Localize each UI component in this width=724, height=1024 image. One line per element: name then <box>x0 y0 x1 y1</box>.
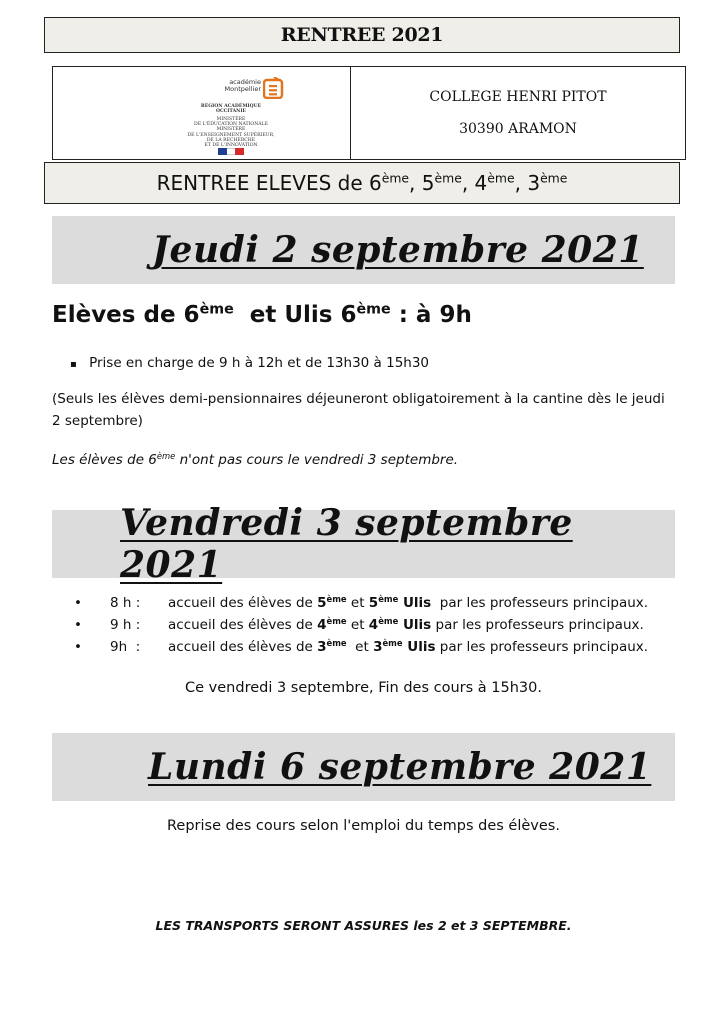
vendredi-heading: Vendredi 3 septembre 2021 <box>120 502 573 586</box>
logo-region-text: RÉGION ACADÉMIQUE OCCITANIE <box>200 104 262 115</box>
lundi-heading-band <box>52 733 675 801</box>
jeudi-heading-band <box>52 216 675 284</box>
vendredi-list <box>74 592 674 658</box>
academie-e-icon <box>263 77 285 99</box>
transport-note: LES TRANSPORTS SERONT ASSURES les 2 et 3 SEPTEMBRE. <box>155 918 572 933</box>
jeudi-heading: Jeudi 2 septembre 2021 <box>152 229 644 271</box>
lundi-heading: Lundi 6 septembre 2021 <box>148 746 652 788</box>
logo-ministry-text: MINISTÈRE DE L'ÉDUCATION NATIONALE MINISTÈRE DE L'ENSEIGNEMENT SUPÉRIEUR, DE LA RECHERCHE ET DE L'INNOVATION <box>187 117 275 149</box>
list-item: • 9 h : accueil des élèves de 4ème et 4ème Ulis par les professeurs principaux. <box>74 615 644 633</box>
college-address: 30390 ARAMON <box>459 121 577 137</box>
college-name: COLLEGE HENRI PITOT <box>429 89 607 105</box>
document-title-box <box>44 17 680 53</box>
logo-cell <box>53 67 351 159</box>
jeudi-main-line: Elèves de 6ème et Ulis 6ème : à 9h <box>52 301 472 328</box>
list-item: • 8 h : accueil des élèves de 5ème et 5ème Ulis par les professeurs principaux. <box>74 593 649 611</box>
rentree-banner: RENTREE ELEVES de 6ème, 5ème, 4ème, 3ème <box>44 162 680 204</box>
header-table <box>52 66 686 160</box>
french-flag-icon <box>218 148 244 155</box>
list-item: • 9h : accueil des élèves de 3ème et 3ème Ulis par les professeurs principaux. <box>74 637 649 655</box>
college-cell <box>351 67 685 159</box>
document-title: RENTREE 2021 <box>280 24 444 46</box>
lundi-note: Reprise des cours selon l'emploi du temps des élèves. <box>167 818 560 834</box>
academie-logo <box>171 77 321 153</box>
jeudi-italic-note: Les élèves de 6ème n'ont pas cours le vendredi 3 septembre. <box>52 450 459 468</box>
vendredi-end-note: Ce vendredi 3 septembre, Fin des cours à 15h30. <box>185 680 542 696</box>
vendredi-heading-band <box>52 502 675 586</box>
jeudi-bullet: ▪ Prise en charge de 9 h à 12h et de 13h30 à 15h30 <box>70 352 429 376</box>
logo-academie-text: académie Montpellier <box>224 78 261 93</box>
jeudi-note: (Seuls les élèves demi-pensionnaires déjeuneront obligatoirement à la cantine dès le jeudi 2 septembre) <box>52 391 665 429</box>
